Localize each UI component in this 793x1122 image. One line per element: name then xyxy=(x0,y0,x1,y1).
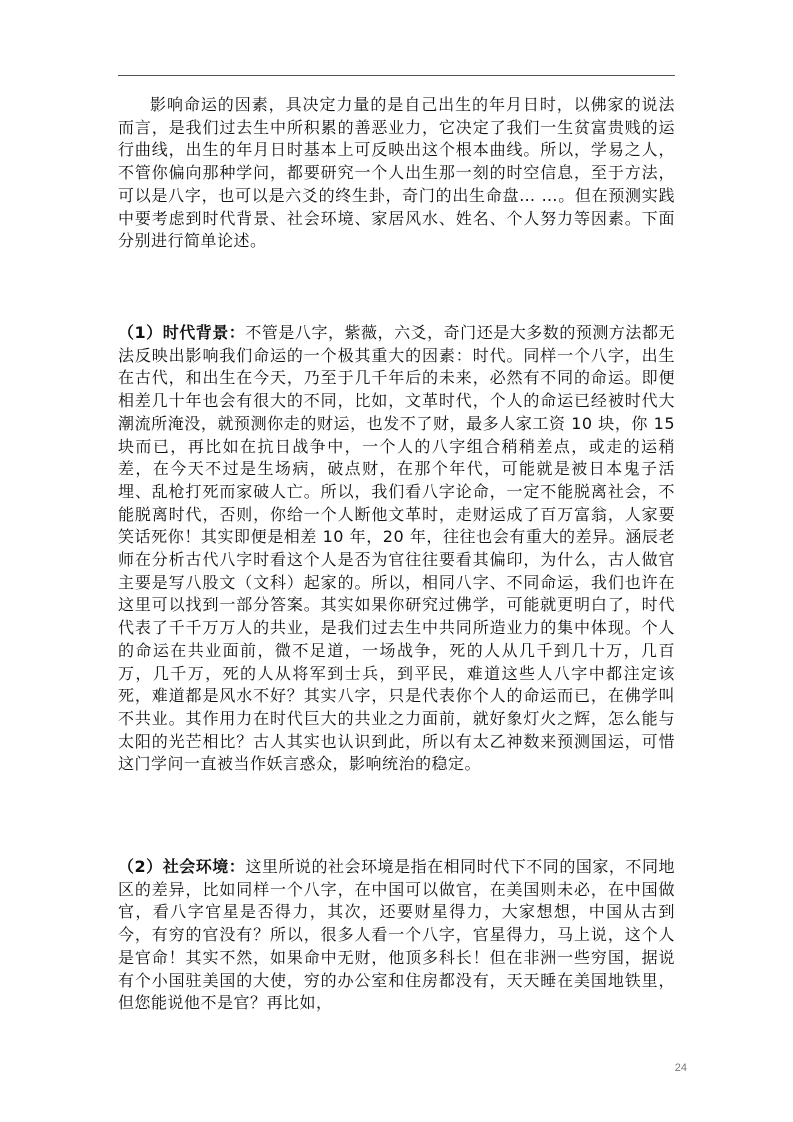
section-body-time-background: 不管是八字，紫薇，六爻，奇门还是大多数的预测方法都无法反映出影响我们命运的一个极其重大的因素：时代。同样一个八字，出生在古代，和出生在今天，乃至于几千年后的未来，必然有不同的命运。即便相差几十年也会有很大的不同，比如，文革时代，个人的命运已经被时代大潮流所淹没，就预测你走的财运，也发不了财，最多人家工资 10 块，你 15 块而已，再比如在抗日战争中，一个人的八字组合稍稍差点，或走的运稍差，在今天不过是生场病，破点财，在那个年代，可能就是被日本鬼子活埋、乱枪打死而家破人亡。所以，我们看八字论命，一定不能脱离社会，不能脱离时代，否则，你给一个人断他文革时，走财运成了百万富翁，人家要笑话死你！其实即便是相差 10 年，20 年，往往也会有重大的差异。涵辰老师在分析古代八字时看这个人是否为官往往要看其偏印，为什么，古人做官主要是写八股文（文科）起家的。所以，相同八字、不同命运，我们也许在这里可以找到一部分答案。其实如果你研究过佛学，可能就更明白了，时代代表了千千万万人的共业，是我们过去生中共同所造业力的集中体现。个人的命运在共业面前，微不足道，一场战争，死的人从几千到几十万，几百万，几千万，死的人从将军到士兵，到平民，难道这些人八字中都注定该死，难道都是风水不好？其实八字，只是代表你个人的命运而已，在佛学叫不共业。其作用力在时代巨大的共业之力面前，就好象灯火之辉，怎么能与太阳的光芒相比？古人其实也认识到此，所以有太乙神数来预测国运，可惜这门学问一直被当作妖言惑众，影响统治的稳定。 xyxy=(118,323,675,774)
section-heading-social-environment: （2）社会环境： xyxy=(118,857,246,876)
header-rule xyxy=(118,75,675,76)
section-time-background xyxy=(118,322,675,776)
section-body-social-environment: 这里所说的社会环境是指在相同时代下不同的国家，不同地区的差异，比如同样一个八字，在中国可以做官，在美国则未必，在中国做官，看八字官星是否得力，其次，还要财星得力，大家想想，中国从古到今，有穷的官没有？所以，很多人看一个八字，官星得力，马上说，这个人是官命！其实不然，如果命中无财，他顶多科长！但在非洲一些穷国，据说有个小国驻美国的大使，穷的办公室和住房都没有，天天睡在美国地铁里，但您能说他不是官？再比如， xyxy=(118,857,675,1013)
page-number: 24 xyxy=(674,1062,687,1074)
intro-paragraph: 影响命运的因素，具决定力量的是自己出生的年月日时，以佛家的说法而言，是我们过去生中所积累的善恶业力，它决定了我们一生贫富贵贱的运行曲线，出生的年月日时基本上可反映出这个根本曲线。所以，学易之人，不管你偏向那种学问，都要研究一个人出生那一刻的时空信息，至于方法，可以是八字，也可以是六爻的终生卦，奇门的出生命盘… …。但在预测实践中要考虑到时代背景、社会环境、家居风水、姓名、个人努力等因素。下面分别进行简单论述。 xyxy=(118,95,675,251)
section-social-environment xyxy=(118,856,675,1015)
section-heading-time-background: （1）时代背景： xyxy=(118,323,246,342)
